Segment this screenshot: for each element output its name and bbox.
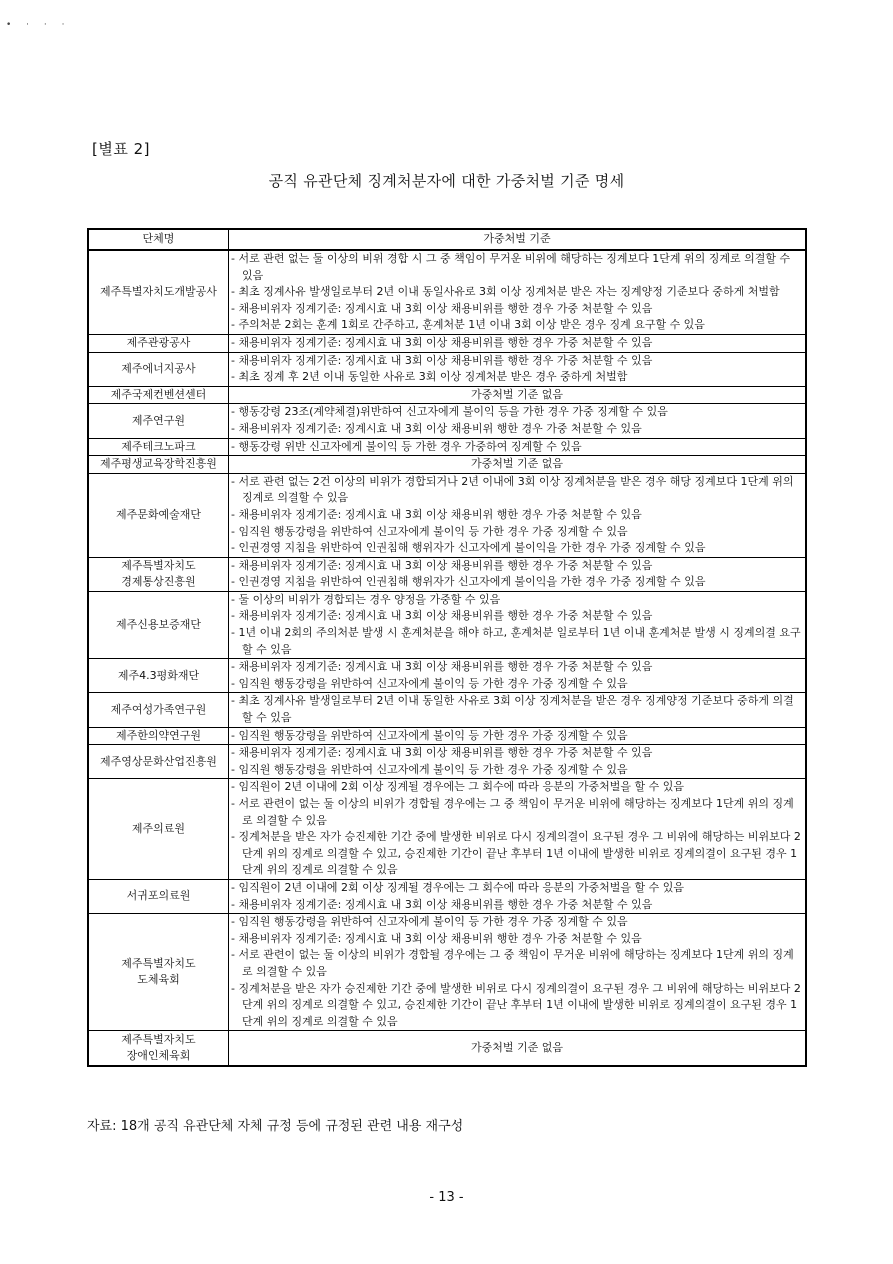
criteria-cell	[229, 914, 807, 1031]
organization-name: 제주특별자치도 장애인체육회	[88, 1031, 229, 1067]
criteria-item: - 채용비위자 징계기준: 징계시효 내 3회 이상 채용비위 행한 경우 가중 처분할 수 있음	[231, 931, 642, 945]
criteria-item: - 채용비위자 징계기준: 징계시효 내 3회 이상 채용비위 행한 경우 가중 처분할 수 있음	[231, 507, 642, 521]
table-row	[88, 438, 806, 456]
table-row	[88, 456, 806, 474]
table-header-row	[88, 229, 806, 250]
table-row	[88, 1031, 806, 1067]
table-row	[88, 727, 806, 745]
table-row	[88, 334, 806, 352]
criteria-item: - 최초 징계사유 발생일로부터 2년 이내 동일사유로 3회 이상 징계처분 받은 자는 징계양정 기준보다 중하게 처벌함	[231, 285, 780, 299]
table-row	[88, 879, 806, 913]
organization-name: 제주관광공사	[88, 334, 229, 352]
organization-name: 제주에너지공사	[88, 352, 229, 386]
criteria-cell: 가중처벌 기준 없음	[229, 456, 807, 474]
table-row	[88, 250, 806, 334]
criteria-item: - 임직원 행동강령을 위반하여 신고자에게 불이익 등 가한 경우 가중 징계할 수 있음	[231, 762, 628, 776]
criteria-item: - 채용비위자 징계기준: 징계시효 내 3회 이상 채용비위를 행한 경우 가중 처분할 수 있음	[231, 660, 653, 674]
organization-name: 제주국제컨벤션센터	[88, 386, 229, 404]
table-row	[88, 659, 806, 693]
criteria-cell	[229, 438, 807, 456]
criteria-cell	[229, 250, 807, 334]
organization-name: 제주특별자치도 경제통상진흥원	[88, 557, 229, 591]
criteria-item: - 서로 관련 없는 2건 이상의 비위가 경합되거나 2년 이내에 3회 이상 징계처분을 받은 경우 해당 징계보다 1단계 위의 징계로 의결할 수 있음	[231, 474, 794, 505]
criteria-cell	[229, 879, 807, 913]
criteria-item: - 행동강령 위반 신고자에게 불이익 등 가한 경우 가중하여 징계할 수 있음	[231, 439, 582, 453]
table-row	[88, 745, 806, 779]
criteria-item: - 주의처분 2회는 훈계 1회로 간주하고, 훈계처분 1년 이내 3회 이상 받은 경우 징계 요구할 수 있음	[231, 318, 705, 332]
criteria-item: - 최초 징계 후 2년 이내 동일한 사유로 3회 이상 징계처분 받은 경우 중하게 처벌함	[231, 370, 628, 384]
criteria-item: - 채용비위자 징계기준: 징계시효 내 3회 이상 채용비위를 행한 경우 가중 처분할 수 있음	[231, 353, 653, 367]
organization-name: 제주한의약연구원	[88, 727, 229, 745]
criteria-item: - 채용비위자 징계기준: 징계시효 내 3회 이상 채용비위를 행한 경우 가중 처분할 수 있음	[231, 897, 653, 911]
criteria-item: - 임직원 행동강령을 위반하여 신고자에게 불이익 등 가한 경우 가중 징계할 수 있음	[231, 728, 628, 742]
criteria-item: - 채용비위자 징계기준: 징계시효 내 3회 이상 채용비위를 행한 경우 가중 처분할 수 있음	[231, 609, 653, 623]
table-row	[88, 591, 806, 658]
criteria-item: - 임직원 행동강령을 위반하여 신고자에게 불이익 등 가한 경우 가중 징계할 수 있음	[231, 676, 628, 690]
criteria-item: - 서로 관련 없는 둘 이상의 비위 경합 시 그 중 책임이 무거운 비위에 해당하는 징계보다 1단계 위의 징계로 의결할 수 있음	[231, 252, 791, 282]
criteria-table	[87, 228, 807, 1067]
criteria-cell	[229, 591, 807, 658]
criteria-cell	[229, 404, 807, 438]
criteria-cell: 가중처벌 기준 없음	[229, 1031, 807, 1067]
criteria-item: - 채용비위자 징계기준: 징계시효 내 3회 이상 채용비위를 행한 경우 가중 처분할 수 있음	[231, 301, 653, 315]
organization-name: 제주연구원	[88, 404, 229, 438]
criteria-item: - 채용비위자 징계기준: 징계시효 내 3회 이상 채용비위를 행한 경우 가중 처분할 수 있음	[231, 335, 653, 349]
criteria-item: - 최초 징계사유 발생일로부터 2년 이내 동일한 사유로 3회 이상 징계처분을 받은 경우 징계양정 기준보다 중하게 의결할 수 있음	[231, 694, 794, 725]
criteria-item: - 채용비위자 징계기준: 징계시효 내 3회 이상 채용비위를 행한 경우 가중 처분할 수 있음	[231, 746, 653, 760]
criteria-item: - 인권경영 지침을 위반하여 인권침해 행위자가 신고자에게 불이익을 가한 경우 가중 징계할 수 있음	[231, 575, 706, 589]
document-title: 공직 유관단체 징계처분자에 대한 가중처벌 기준 명세	[268, 172, 625, 190]
column-header-criteria: 가중처벌 기준	[229, 229, 807, 250]
criteria-cell	[229, 659, 807, 693]
criteria-cell	[229, 745, 807, 779]
criteria-cell	[229, 473, 807, 557]
organization-name: 제주특별자치도개발공사	[88, 250, 229, 334]
organization-name: 제주신용보증재단	[88, 591, 229, 658]
page-number: - 13 -	[429, 1190, 464, 1205]
criteria-cell	[229, 727, 807, 745]
criteria-item: - 서로 관련이 없는 둘 이상의 비위가 경합될 경우에는 그 중 책임이 무거운 비위에 해당하는 징계보다 1단계 위의 징계로 의결할 수 있음	[231, 797, 794, 827]
organization-name: 제주특별자치도 도체육회	[88, 914, 229, 1031]
criteria-item: - 임직원이 2년 이내에 2회 이상 징계될 경우에는 그 회수에 따라 응분의 가중처벌을 할 수 있음	[231, 880, 684, 894]
criteria-cell	[229, 557, 807, 591]
organization-name: 제주4.3평화재단	[88, 659, 229, 693]
criteria-cell	[229, 693, 807, 727]
criteria-item: - 임직원 행동강령을 위반하여 신고자에게 불이익 등 가한 경우 가중 징계할 수 있음	[231, 524, 628, 538]
table-row	[88, 473, 806, 557]
table-row	[88, 386, 806, 404]
organization-name: 제주문화예술재단	[88, 473, 229, 557]
organization-name: 제주테크노파크	[88, 438, 229, 456]
criteria-item: - 1년 이내 2회의 주의처분 발생 시 훈계처분을 해야 하고, 훈계처분 일로부터 1년 이내 훈계처분 발생 시 징계의결 요구 할 수 있음	[231, 626, 801, 656]
column-header-organization: 단체명	[88, 229, 229, 250]
criteria-item: - 임직원 행동강령을 위반하여 신고자에게 불이익 등 가한 경우 가중 징계할 수 있음	[231, 915, 628, 929]
table-row	[88, 693, 806, 727]
criteria-item: - 둘 이상의 비위가 경합되는 경우 양정을 가중할 수 있음	[231, 592, 501, 606]
criteria-item: - 징계처분을 받은 자가 승진제한 기간 중에 발생한 비위로 다시 징계의결이 요구된 경우 그 비위에 해당하는 비위보다 2단계 위의 징계로 의결할 수 있고, 승진제한 기간이 끝난 후부터 1년 이내에 발생한 비위로 징계의결이 요구된 경우 1단계 위의 징계로 의결할 수 있음	[231, 981, 801, 1028]
organization-name: 서귀포의료원	[88, 879, 229, 913]
organization-name: 제주여성가족연구원	[88, 693, 229, 727]
organization-name: 제주평생교육장학진흥원	[88, 456, 229, 474]
table-row	[88, 779, 806, 880]
criteria-item: - 서로 관련이 없는 둘 이상의 비위가 경합될 경우에는 그 중 책임이 무거운 비위에 해당하는 징계보다 1단계 위의 징계로 의결할 수 있음	[231, 948, 794, 978]
scan-artifact: • · · ·	[6, 20, 71, 30]
criteria-item: - 인권경영 지침을 위반하여 인권침해 행위자가 신고자에게 불이익을 가한 경우 가중 징계할 수 있음	[231, 541, 706, 555]
table-row	[88, 404, 806, 438]
criteria-cell	[229, 779, 807, 880]
criteria-cell	[229, 352, 807, 386]
table-row	[88, 557, 806, 591]
criteria-cell	[229, 334, 807, 352]
criteria-item: - 행동강령 23조(계약체결)위반하여 신고자에게 불이익 등을 가한 경우 가중 징계할 수 있음	[231, 405, 668, 419]
criteria-item: - 임직원이 2년 이내에 2회 이상 징계될 경우에는 그 회수에 따라 응분의 가중처벌을 할 수 있음	[231, 780, 684, 794]
appendix-label: [별표 2]	[92, 140, 150, 158]
criteria-item: - 채용비위자 징계기준: 징계시효 내 3회 이상 채용비위 행한 경우 가중 처분할 수 있음	[231, 421, 642, 435]
organization-name: 제주의료원	[88, 779, 229, 880]
table-body	[88, 250, 806, 1066]
criteria-cell: 가중처벌 기준 없음	[229, 386, 807, 404]
criteria-item: - 채용비위자 징계기준: 징계시효 내 3회 이상 채용비위를 행한 경우 가중 처분할 수 있음	[231, 558, 653, 572]
table-row	[88, 352, 806, 386]
criteria-item: - 징계처분을 받은 자가 승진제한 기간 중에 발생한 비위로 다시 징계의결이 요구된 경우 그 비위에 해당하는 비위보다 2단계 위의 징계로 의결할 수 있고, 승진제한 기간이 끝난 후부터 1년 이내에 발생한 비위로 징계의결이 요구된 경우 1단계 위의 징계로 의결할 수 있음	[231, 830, 801, 877]
table-row	[88, 914, 806, 1031]
source-note: 자료: 18개 공직 유관단체 자체 규정 등에 규정된 관련 내용 재구성	[87, 1119, 464, 1134]
organization-name: 제주영상문화산업진흥원	[88, 745, 229, 779]
